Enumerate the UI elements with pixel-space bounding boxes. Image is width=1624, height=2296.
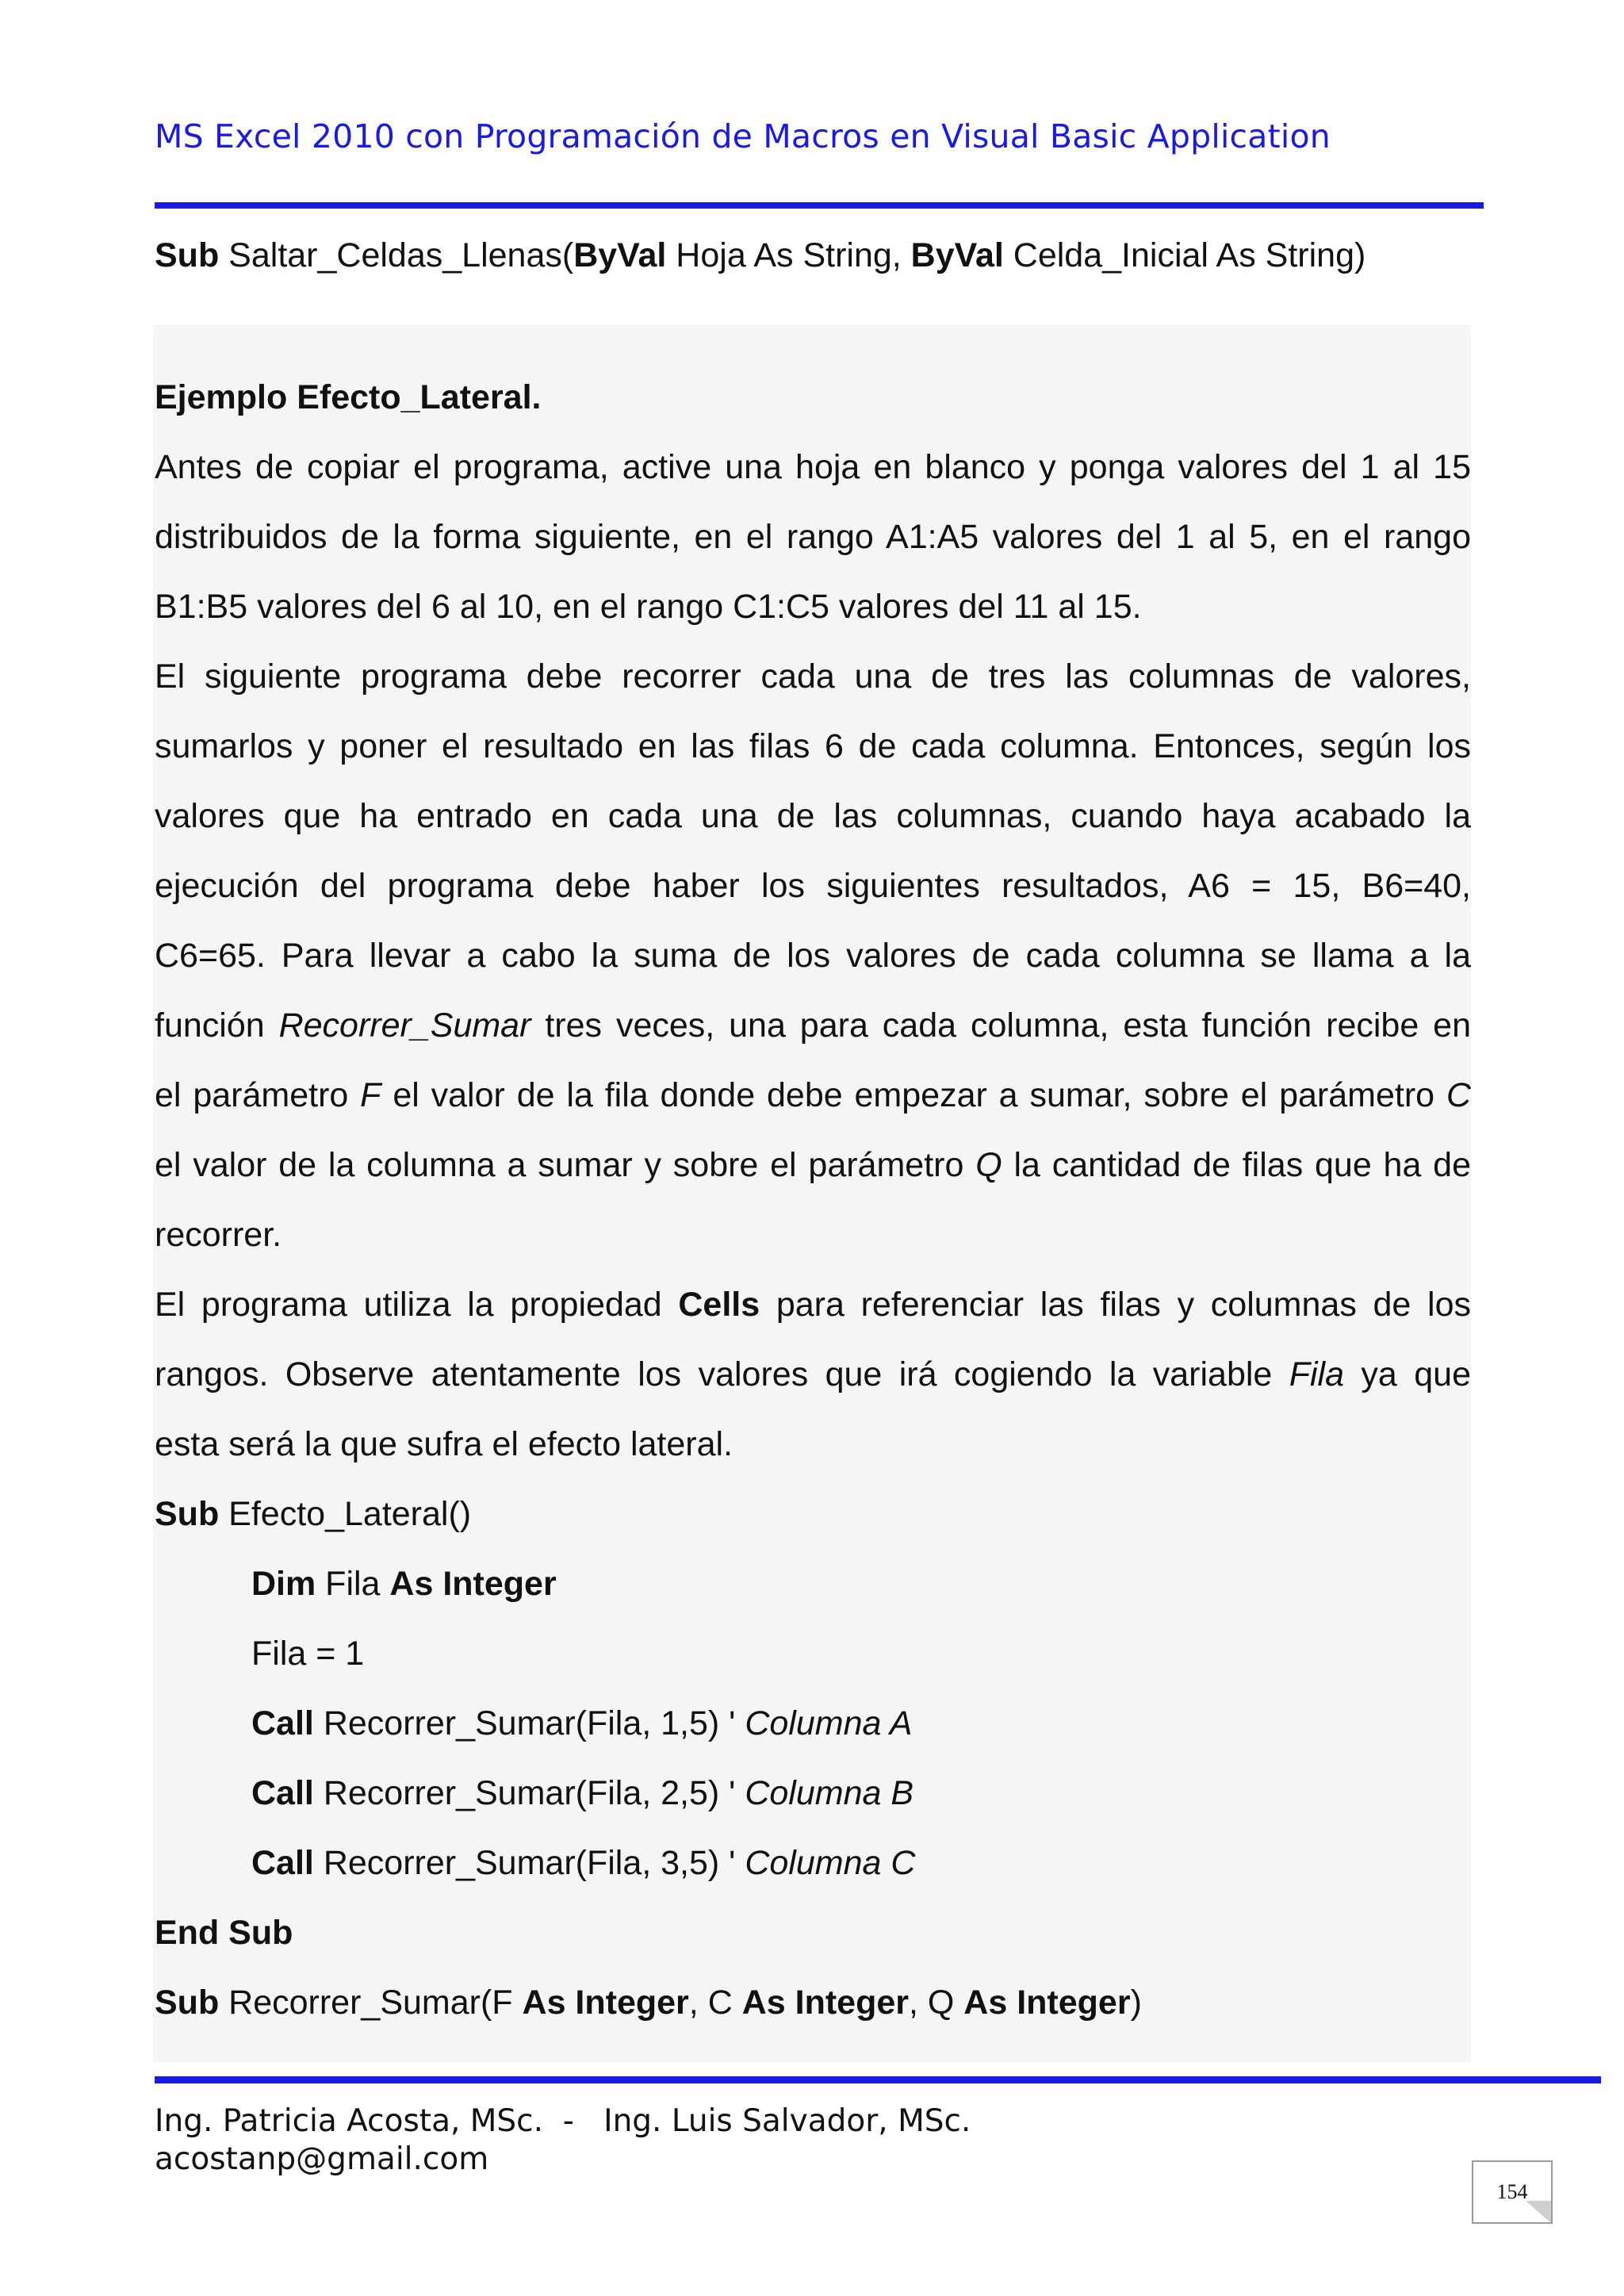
footer-rule xyxy=(155,2076,1601,2083)
paragraph2-line8: el valor de la columna a sumar y sobre el parámetro Q la cantidad de filas que ha de xyxy=(155,1146,1471,1184)
paragraph2-line3: valores que ha entrado en cada una de las columnas, cuando haya acabado la xyxy=(155,797,1471,835)
code-sub-recorrer-sumar: Sub Recorrer_Sumar(F As Integer, C As Integer, Q As Integer) xyxy=(155,1984,1142,2022)
code-end-sub: End Sub xyxy=(155,1914,293,1952)
saltar-celdas-signature: Sub Saltar_Celdas_Llenas(ByVal Hoja As String, ByVal Celda_Inicial As String) xyxy=(155,236,1366,274)
paragraph2-line5: C6=65. Para llevar a cabo la suma de los valores de cada columna se llama a la xyxy=(155,937,1471,975)
paragraph2-line9: recorrer. xyxy=(155,1216,282,1254)
paragraph2-line7: el parámetro F el valor de la fila donde debe empezar a sumar, sobre el parámetro C xyxy=(155,1076,1471,1114)
paragraph1-line2: distribuidos de la forma siguiente, en el rango A1:A5 valores del 1 al 5, en el rango xyxy=(155,518,1471,556)
footer-authors: Ing. Patricia Acosta, MSc. - Ing. Luis Salvador, MSc. xyxy=(155,2103,971,2139)
paragraph2-line2: sumarlos y poner el resultado en las filas 6 de cada columna. Entonces, según los xyxy=(155,727,1471,765)
code-sub-efecto-lateral: Sub Efecto_Lateral() xyxy=(155,1495,472,1533)
example-title: Ejemplo Efecto_Lateral. xyxy=(155,378,542,416)
paragraph2-line4: ejecución del programa debe haber los siguientes resultados, A6 = 15, B6=40, xyxy=(155,867,1471,905)
paragraph2-line6: función Recorrer_Sumar tres veces, una para cada columna, esta función recibe en xyxy=(155,1006,1471,1045)
footer-email: acostanp@gmail.com xyxy=(155,2141,489,2177)
document-header-title: MS Excel 2010 con Programación de Macros en Visual Basic Application xyxy=(155,117,1331,155)
paragraph3-line3: esta será la que sufra el efecto lateral. xyxy=(155,1425,733,1463)
code-call-column-b: Call Recorrer_Sumar(Fila, 2,5) ' Columna B xyxy=(251,1774,914,1812)
code-assign-fila: Fila = 1 xyxy=(251,1635,365,1673)
paragraph1-line3: B1:B5 valores del 6 al 10, en el rango C1:C5 valores del 11 al 15. xyxy=(155,588,1142,626)
page-number: 154 xyxy=(1496,2180,1528,2203)
paragraph3-line1: El programa utiliza la propiedad Cells para referenciar las filas y columnas de los xyxy=(155,1286,1471,1324)
page-fold-icon xyxy=(1526,2201,1551,2223)
paragraph3-line2: rangos. Observe atentamente los valores que irá cogiendo la variable Fila ya que xyxy=(155,1355,1471,1393)
code-dim-fila: Dim Fila As Integer xyxy=(251,1565,557,1603)
paragraph2-line1: El siguiente programa debe recorrer cada una de tres las columnas de valores, xyxy=(155,657,1471,696)
code-call-column-c: Call Recorrer_Sumar(Fila, 3,5) ' Columna C xyxy=(251,1844,916,1882)
paragraph1-line1: Antes de copiar el programa, active una hoja en blanco y ponga valores del 1 al 15 xyxy=(155,448,1471,486)
code-call-column-a: Call Recorrer_Sumar(Fila, 1,5) ' Columna A xyxy=(251,1704,913,1742)
kw-sub: Sub xyxy=(155,236,220,274)
header-rule xyxy=(155,202,1484,209)
